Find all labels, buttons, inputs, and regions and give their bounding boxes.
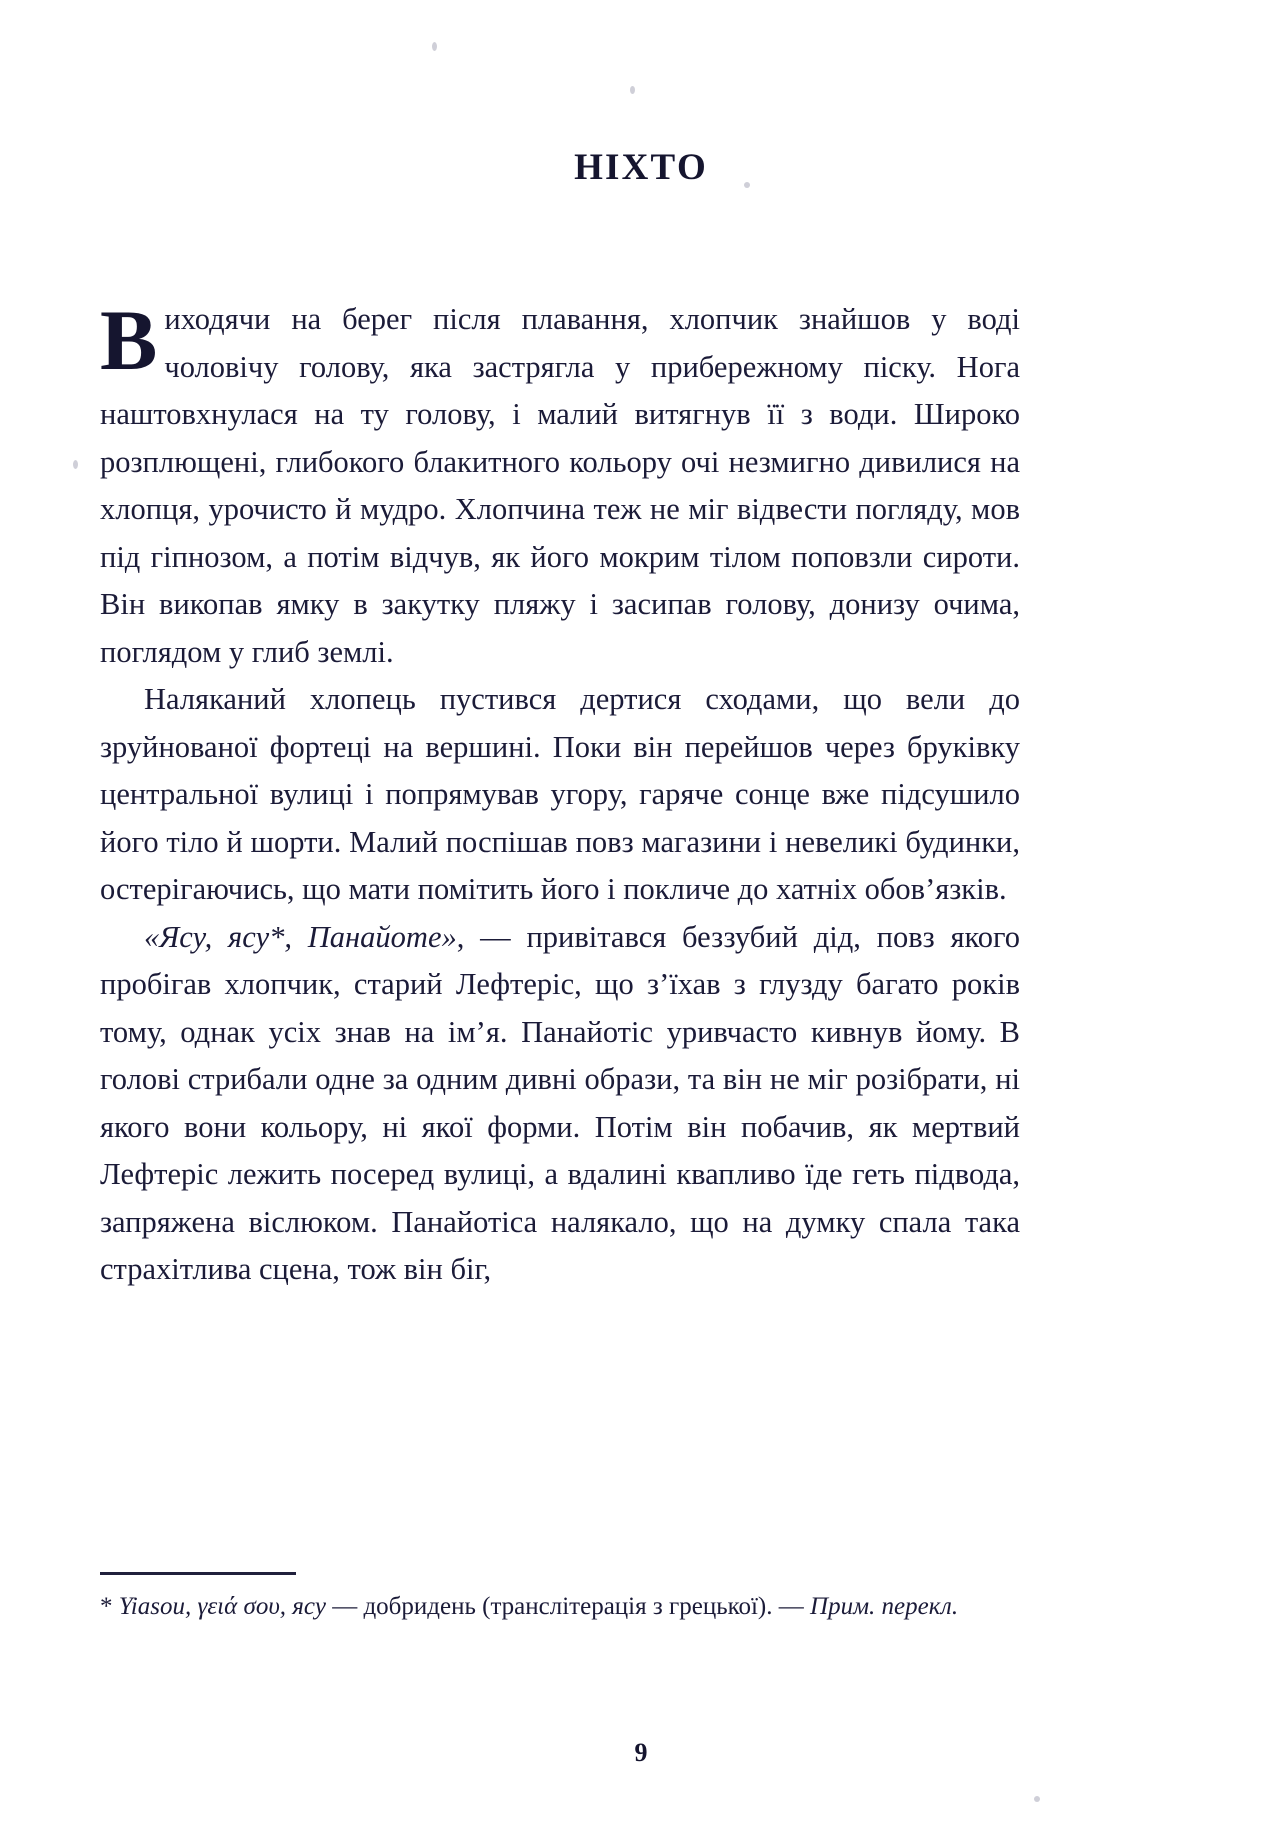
footnote-block bbox=[100, 1572, 1020, 1627]
paragraph-2-text: Наляканий хлопець пустився дертися сходами, що вели до зруйнованої фортеці на вершині. Поки він перейшов через бруківку центральної вулиці і попрямував угору, гаряче сонце вже підсушило його тіло й шорти. Малий поспішав повз магазини і невеликі будинки, остерігаючись, що мати помітить його і покличе до хатніх обов’язків. bbox=[100, 682, 1020, 906]
drop-cap: В bbox=[100, 292, 158, 388]
scan-speck bbox=[630, 86, 635, 94]
paragraph-1 bbox=[100, 292, 1020, 676]
footnote-text bbox=[100, 1587, 1020, 1627]
scan-speck bbox=[1034, 1796, 1040, 1802]
paragraph-2 bbox=[100, 676, 1020, 914]
footnote-italic-lead: Yiasou, γειά σου, ясу bbox=[118, 1593, 326, 1620]
footnote-italic-tail: Прим. перекл. bbox=[810, 1593, 959, 1620]
paragraph-3 bbox=[100, 914, 1020, 1294]
scan-speck bbox=[432, 42, 437, 51]
body-text-block bbox=[100, 292, 1020, 1294]
footnote-roman-body: — добридень (транслітерація з грецької). — bbox=[325, 1593, 811, 1620]
page-number: 9 bbox=[634, 1738, 648, 1767]
paragraph-3-text: , — привітався беззубий дід, повз якого пробігав хлопчик, старий Лефтеріс, що з’їхав з глузду багато років тому, однак усіх знав на ім’я. Панайотіс уривчасто кивнув йому. В голові стрибали одне за одним дивні образи, та він не міг розібрати, ні якого вони кольору, ні якої форми. Потім він побачив, як мертвий Лефтеріс лежить посеред вулиці, а вдалині квапливо їде геть підвода, запряжена віслюком. Панайотіса налякало, що на думку спала така страхітлива сцена, тож він біг, bbox=[100, 919, 1020, 1286]
chapter-title: НІХТО bbox=[574, 146, 708, 188]
scan-speck bbox=[73, 460, 78, 469]
footnote-separator-rule bbox=[100, 1572, 296, 1575]
paragraph-1-text: иходячи на берег після плавання, хлопчик знайшов у воді чоловічу голову, яка застрягла у прибережному піску. Нога наштовхнулася на ту голову, і малий витягнув її з води. Широко розплющені, глибокого блакитного кольору очі незмигно дивилися на хлопця, урочисто й мудро. Хлопчина теж не міг відвести погляду, мов під гіпнозом, а потім відчув, як його мокрим тілом поповзли сироти. Він викопав ямку в закутку пляжу і засипав голову, донизу очима, поглядом у глиб землі. bbox=[100, 302, 1020, 669]
greeting-quote-italic: «Ясу, ясу*, Панайоте» bbox=[144, 919, 457, 954]
footnote-marker: * bbox=[100, 1593, 113, 1620]
